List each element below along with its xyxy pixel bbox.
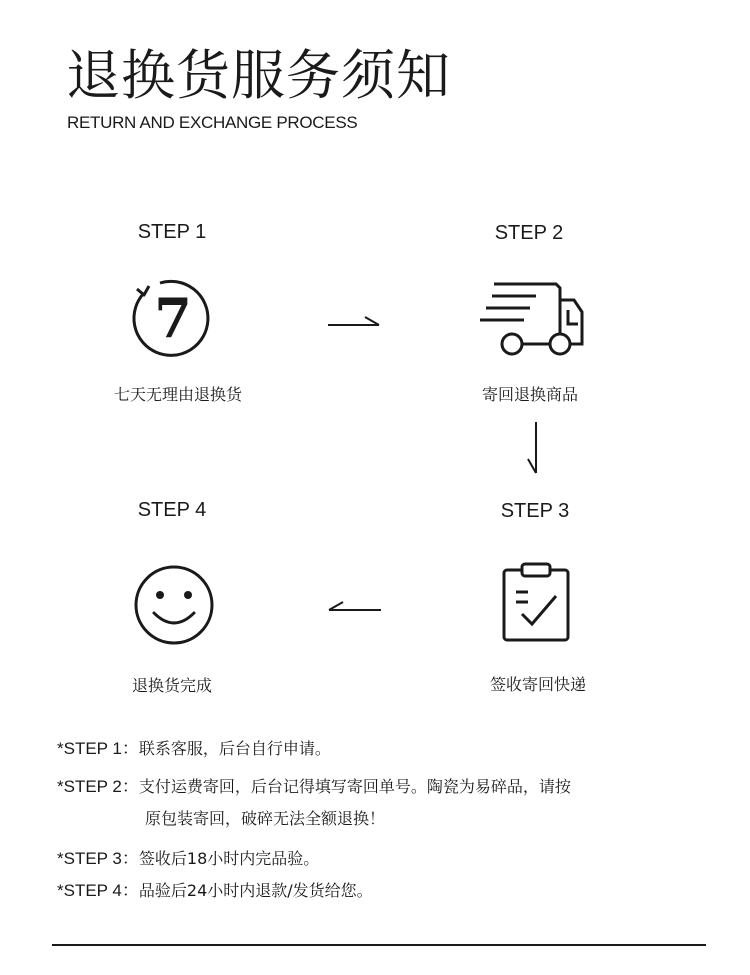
note-text: 品验后24小时内退款/发货给您。 [138, 881, 373, 900]
note-step-2 [57, 776, 697, 848]
step-2-caption: 寄回退换商品 [481, 385, 578, 404]
note-step-3 [57, 848, 697, 880]
clipboard-check-icon [500, 562, 572, 644]
delivery-truck-icon [478, 278, 588, 358]
note-text: 支付运费寄回，后台记得填写寄回单号。陶瓷为易碎品，请按 [138, 777, 571, 796]
step-4-caption: 退换货完成 [131, 676, 212, 695]
smiley-face-icon [132, 563, 216, 647]
arrow-down-icon [524, 420, 544, 478]
arrow-left-icon [325, 599, 385, 615]
note-text: 签收后18小时内完品验。 [138, 849, 320, 868]
note-key: *STEP 4： [57, 881, 139, 900]
note-continuation: 原包装寄回，破碎无法全额退换！ [145, 809, 386, 828]
note-key: *STEP 3： [57, 849, 139, 868]
notes-list [57, 738, 697, 912]
note-text: 联系客服，后台自行申请。 [138, 739, 331, 758]
step-2-label: STEP 2 [494, 222, 564, 244]
note-step-1 [57, 738, 697, 776]
page-subtitle: RETURN AND EXCHANGE PROCESS [67, 113, 358, 132]
step-1-label: STEP 1 [137, 221, 207, 243]
page-title: 退换货服务须知 [66, 44, 451, 107]
note-key: *STEP 2： [57, 777, 139, 796]
note-key: *STEP 1： [57, 739, 139, 758]
step-3-label: STEP 3 [500, 500, 570, 522]
step-4-label: STEP 4 [137, 499, 207, 521]
seven-icon-text: 7 [154, 286, 192, 350]
arrow-right-icon [325, 314, 385, 330]
bottom-divider [52, 944, 706, 946]
note-step-4 [57, 880, 697, 912]
seven-day-return-icon [130, 275, 216, 361]
step-1-caption: 七天无理由退换货 [113, 385, 242, 404]
step-3-caption: 签收寄回快递 [489, 675, 586, 694]
